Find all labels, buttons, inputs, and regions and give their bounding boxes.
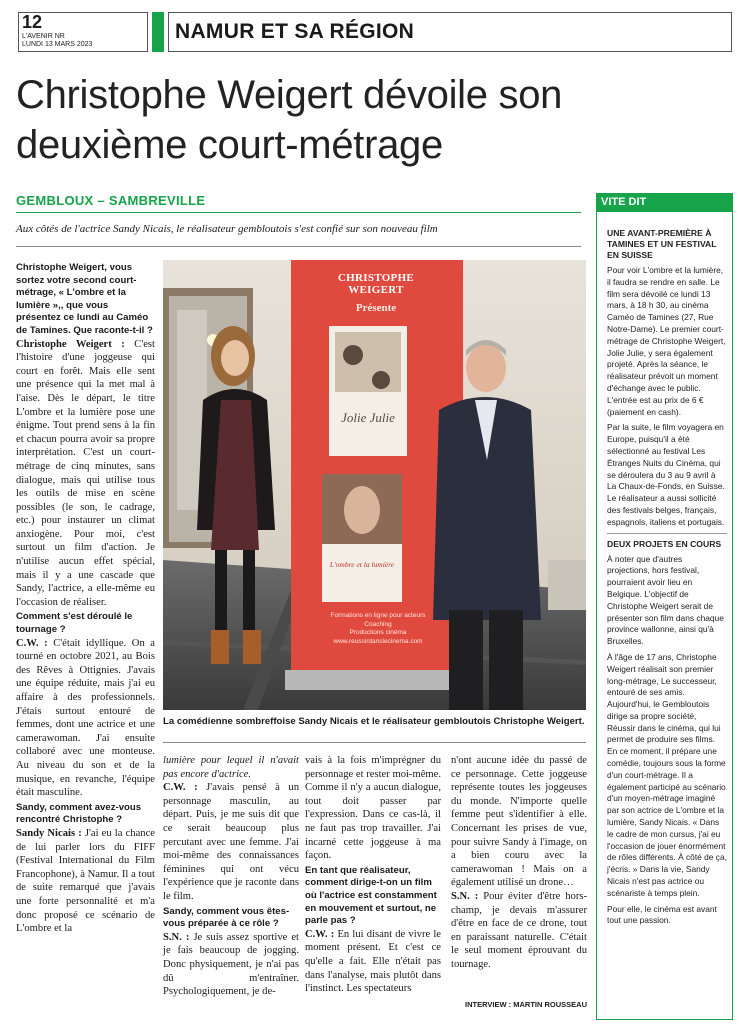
sidebar-paragraph: Pour voir L'ombre et la lumière, il faudra se rendre en salle. Le film sera dévoilé ce lundi 13 mars, à 18 h 30, au cinéma Caméo de Tamines (27, Rue Notre-Dame). Le premier court-métrage de Christophe Weigert, Jolie Julie, y sera également projeté. Après la séance, le réalisateur prévoit un moment d'échange avec le public. L'entrée est au prix de 6 € (paiement en cash). xyxy=(607,265,726,417)
interview-question: Comment s'est déroulé le tournage ? xyxy=(16,611,133,636)
sidebar-content xyxy=(607,228,727,931)
answer-text: C'était idyllique. On a tourné en octobre 2021, au Bois des Rêves à Ottignies. J'avais une équipe réduite, mais j'ai eu affaire à des professionnels. J'étais surtout entouré de femmes, dont une actrice et une camerawoman. J'ai ensuite collaboré avec une monteuse. Au niveau du son et de la musique, en revanche, l'équipe était masculine. xyxy=(16,637,156,799)
answer-text: En lui disant de vivre le moment présent. Et c'est ce qu'elle a fait. Elle n'était pas dans l'analyse, mais plutôt dans l'instinct. Les spectateurs xyxy=(305,928,442,995)
section-accent-bar xyxy=(152,12,164,52)
interview-answer xyxy=(305,928,441,996)
banner-presente: Présente xyxy=(355,302,397,314)
interview-answer xyxy=(16,827,155,936)
article-photo xyxy=(163,260,586,710)
interview-question: Sandy, comment vous êtes-vous préparée à ce rôle ? xyxy=(163,905,290,930)
divider xyxy=(16,212,581,213)
answer-text: Pour éviter d'être hors-champ, je devais m'assurer d'être en face de ce drone, tout en paraissant naturelle. C'était le seul moment éprouvant du tournage. xyxy=(451,890,587,970)
interview-answer xyxy=(451,890,587,972)
divider xyxy=(163,742,586,743)
interview-answer xyxy=(163,931,299,999)
divider xyxy=(607,533,727,534)
speaker-label: Christophe Weigert : xyxy=(16,338,125,350)
speaker-label: S.N. : xyxy=(451,890,479,902)
interview-credit: INTERVIEW : MARTIN ROUSSEAU xyxy=(465,1000,587,1009)
paragraph: lumière pour lequel il n'avait pas encore d'actrice. xyxy=(163,755,299,780)
paragraph: n'ont aucune idée du passé de ce personnage. Cette joggeuse représente toutes les joggeuses du monde. N'importe quelle femme peut s'identifier à elle. Concernant les prises de vue, pour suivre Sandy à l'image, on a bien couru avec la camerawoman ! Mais on a également utilisé un drone… xyxy=(451,755,587,889)
speaker-label: C.W. : xyxy=(163,782,198,794)
answer-text: J'ai eu la chance de lui parler lors du FIFF (Festival International du Film Francophone), à Namur. Il a tout de suite remarqué que j'avais une forte personnalité et m'a donc proposé ce scénario de L'ombre et la xyxy=(16,827,155,935)
article-column-1 xyxy=(16,262,155,936)
photo-caption: La comédienne sombreffoise Sandy Nicais et le réalisateur gembloutois Christophe Weigert. xyxy=(163,716,585,727)
article-locality: GEMBLOUX – SAMBREVILLE xyxy=(16,193,206,208)
banner-footer: Formations en ligne pour acteurs Coaching Productions cinéma www.reussirdanslecinema.com xyxy=(330,612,426,645)
speaker-label: S.N. : xyxy=(163,931,190,943)
speaker-label: C.W. : xyxy=(16,637,48,649)
article-headline: Christophe Weigert dévoile son deuxième court-métrage xyxy=(16,73,563,167)
publication-date: LUNDI 13 MARS 2023 xyxy=(22,41,93,48)
poster-title: L'ombre et la lumière xyxy=(329,560,395,569)
publication-name: L'AVENIR NR xyxy=(22,33,65,40)
article-column-4 xyxy=(451,754,587,972)
interview-question: Christophe Weigert, vous sortez votre second court-métrage, « L'ombre et la lumière »,, que vous présentez ce lundi au Caméo de Tamines. Que raconte-t-il ? xyxy=(16,262,153,336)
article-lead: Aux côtés de l'actrice Sandy Nicais, le réalisateur gembloutois s'est confié sur son nouveau film xyxy=(16,223,438,235)
sidebar-paragraph: À l'âge de 17 ans, Christophe Weigert réalisait son premier long-métrage, Le successeur, entouré de ses amis. Aujourd'hui, le Gembloutois dirige sa propre société, Réussir dans le cinéma, qui lui permet de produire ses films. En ce moment, il prépare une comédie, toujours sous la forme d'un court-métrage. Il a également participé au scénario d'un moyen-métrage imaginé par son actrice de L'ombre et la lumière, Sandy Nicais. « Dans le cadre de mon cursus, j'ai eu l'occasion de jouer énormément de rôles différents. À côté de ça, j'écris. » Dans la vie, Sandy Nicais n'est pas actrice ou scénariste à temps plein. xyxy=(607,651,727,898)
sidebar-paragraph: Pour elle, le cinéma est avant tout une passion. xyxy=(607,903,717,926)
sidebar-heading: DEUX PROJETS EN COURS xyxy=(607,538,722,549)
interview-answer xyxy=(16,637,155,800)
banner-title: CHRISTOPHE WEIGERT xyxy=(337,272,415,296)
divider xyxy=(16,246,581,247)
poster-title: Jolie Julie xyxy=(341,410,395,425)
interview-question: En tant que réalisateur, comment dirige-t-on un film où l'actrice est constamment en mouvement et surtout, ne parle pas ? xyxy=(305,864,437,927)
article-column-2 xyxy=(163,754,299,999)
answer-text: J'avais pensé à un personnage masculin, au départ. Puis, je me suis dit que ce serait beaucoup plus percutant avec une femme. J'ai moi-même des connaissances féminines qui ont vécu l'expérience que je raconte dans le film. xyxy=(163,782,299,902)
speaker-label: Sandy Nicais : xyxy=(16,827,82,839)
article-column-3 xyxy=(305,754,441,996)
answer-text: C'est l'histoire d'une joggeuse qui court en forêt. Mais elle sent une présence qui la met mal à l'aise. Dès le départ, le titre L'ombre et la lumière pose une énigme. Tout prend sens à la fin et chacun pourra avoir sa propre interprétation. C'est un court-métrage de cinq minutes, sans dialogue, mais qui utilise tous les outils de mise en scène possibles (le son, le cadrage, etc.) pour instaurer un climat anxiogène. Pour moi, c'est surtout un film d'action. Je n'utilise aucun effet spécial, mais il y a une cascade que Sandy, l'actrice, a elle-même eu l'occasion de réaliser. xyxy=(16,338,155,608)
sidebar-heading: UNE AVANT-PREMIÈRE À TAMINES ET UN FESTIVAL EN SUISSE xyxy=(607,228,717,260)
sidebar-paragraph: À noter que d'autres projections, hors festival, pourraient avoir lieu en Belgique. L'objectif de Christophe Weigert serait de présenter son film dans chaque province wallonne, ainsi qu'à Bruxelles. xyxy=(607,553,724,647)
sidebar-title: VITE DIT xyxy=(596,193,733,212)
page-number: 12 xyxy=(22,12,43,32)
paragraph: vais à la fois m'imprégner du personnage et rester moi-même. Comme il n'y a aucun dialogue, tout doit passer par l'expression. Dans ce cas-là, il ne faut pas trop travailler. J'ai incarné cette joggeuse à ma façon. xyxy=(305,755,441,862)
sidebar-paragraph: Par la suite, le film voyagera en Europe, puisqu'il a été sélectionné au festival Les Étranges Nuits du Cinéma, qui se déroulera du 3 au 9 avril à La Chaux-de-Fonds, en Suisse. Le réalisateur a aussi sollicité des festivals belges, français, espagnols, italiens et portugais. xyxy=(607,422,725,527)
interview-answer xyxy=(163,781,299,903)
speaker-label: C.W. : xyxy=(305,928,335,940)
answer-text: Je suis assez sportive et je fais beaucoup de jogging. Donc physiquement, je n'ai pas dû m'entraîner. Psychologiquement, je de- xyxy=(163,931,299,998)
interview-question: Sandy, comment avez-vous rencontré Christophe ? xyxy=(16,801,142,826)
section-title: NAMUR ET SA RÉGION xyxy=(175,20,415,43)
interview-answer xyxy=(16,338,155,610)
